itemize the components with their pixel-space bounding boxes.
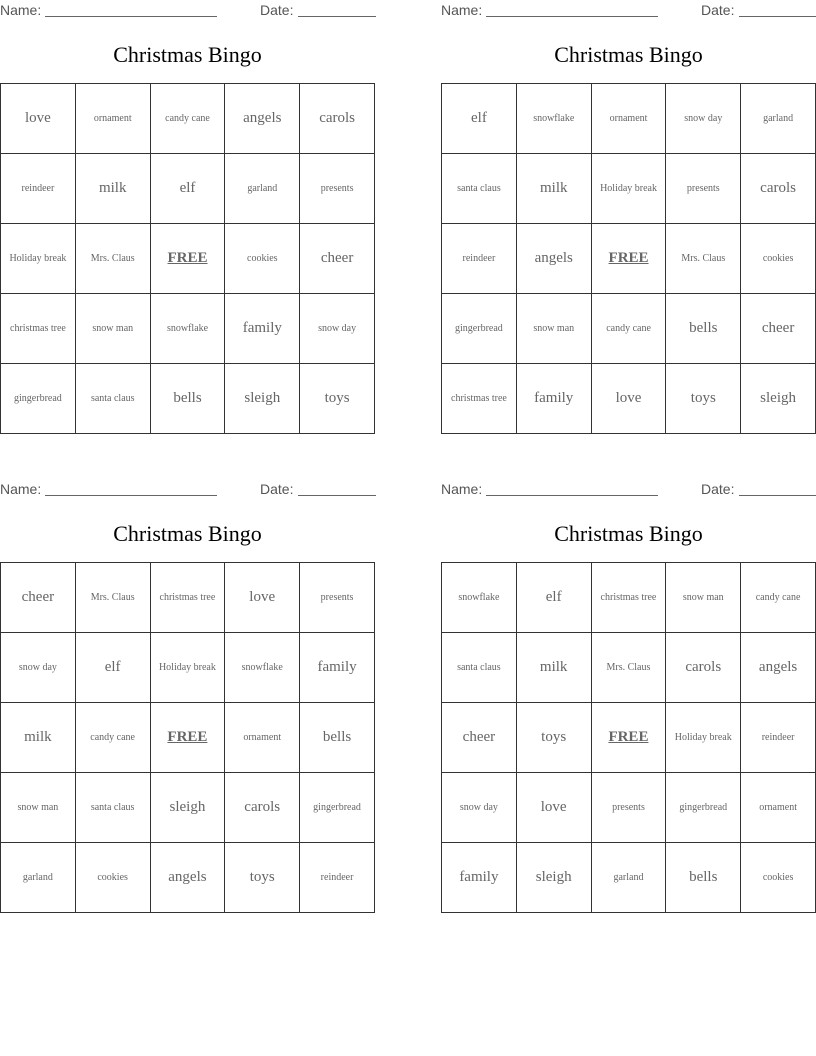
bingo-square[interactable]: candy cane bbox=[741, 563, 816, 633]
bingo-square[interactable]: garland bbox=[1, 843, 76, 913]
bingo-square[interactable]: cookies bbox=[741, 843, 816, 913]
bingo-grid bbox=[0, 562, 375, 913]
bingo-square[interactable]: milk bbox=[1, 703, 76, 773]
bingo-square[interactable]: Mrs. Claus bbox=[75, 224, 150, 294]
bingo-square[interactable]: bells bbox=[666, 843, 741, 913]
date-blank-line[interactable] bbox=[739, 16, 816, 17]
date-label: Date: bbox=[701, 481, 735, 497]
bingo-square[interactable]: snow man bbox=[75, 294, 150, 364]
bingo-square[interactable]: presents bbox=[591, 773, 666, 843]
bingo-square[interactable]: sleigh bbox=[150, 773, 225, 843]
bingo-square[interactable]: Holiday break bbox=[1, 224, 76, 294]
bingo-square[interactable]: love bbox=[516, 773, 591, 843]
bingo-square[interactable]: snow day bbox=[300, 294, 375, 364]
free-space[interactable]: FREE bbox=[150, 703, 225, 773]
bingo-row bbox=[442, 224, 816, 294]
bingo-square[interactable]: love bbox=[225, 563, 300, 633]
bingo-square[interactable]: snow man bbox=[666, 563, 741, 633]
bingo-square[interactable]: presents bbox=[300, 154, 375, 224]
bingo-square[interactable]: family bbox=[225, 294, 300, 364]
bingo-row bbox=[1, 703, 375, 773]
bingo-square[interactable]: candy cane bbox=[591, 294, 666, 364]
bingo-row bbox=[442, 563, 816, 633]
bingo-square[interactable]: sleigh bbox=[516, 843, 591, 913]
bingo-square[interactable]: ornament bbox=[591, 84, 666, 154]
date-blank-line[interactable] bbox=[298, 495, 376, 496]
bingo-square[interactable]: reindeer bbox=[300, 843, 375, 913]
name-date-row bbox=[441, 479, 816, 501]
bingo-square[interactable]: family bbox=[300, 633, 375, 703]
bingo-square[interactable]: sleigh bbox=[225, 364, 300, 434]
bingo-square[interactable]: Mrs. Claus bbox=[666, 224, 741, 294]
bingo-row bbox=[442, 633, 816, 703]
date-blank-line[interactable] bbox=[298, 16, 376, 17]
bingo-square[interactable]: snowflake bbox=[225, 633, 300, 703]
bingo-row bbox=[442, 84, 816, 154]
bingo-square[interactable]: snow day bbox=[442, 773, 517, 843]
bingo-square[interactable]: ornament bbox=[75, 84, 150, 154]
bingo-square[interactable]: milk bbox=[516, 633, 591, 703]
name-date-row bbox=[0, 0, 375, 22]
bingo-square[interactable]: gingerbread bbox=[1, 364, 76, 434]
bingo-square[interactable]: love bbox=[591, 364, 666, 434]
bingo-square[interactable]: christmas tree bbox=[150, 563, 225, 633]
date-blank-line[interactable] bbox=[739, 495, 816, 496]
bingo-square[interactable]: carols bbox=[741, 154, 816, 224]
bingo-square[interactable]: bells bbox=[150, 364, 225, 434]
bingo-square[interactable]: angels bbox=[150, 843, 225, 913]
bingo-square[interactable]: snow day bbox=[666, 84, 741, 154]
bingo-row bbox=[1, 773, 375, 843]
bingo-row bbox=[442, 843, 816, 913]
bingo-square[interactable]: gingerbread bbox=[666, 773, 741, 843]
bingo-square[interactable]: cookies bbox=[741, 224, 816, 294]
bingo-row bbox=[442, 294, 816, 364]
free-space[interactable]: FREE bbox=[150, 224, 225, 294]
bingo-square[interactable]: love bbox=[1, 84, 76, 154]
bingo-square[interactable]: milk bbox=[516, 154, 591, 224]
bingo-square[interactable]: garland bbox=[741, 84, 816, 154]
bingo-square[interactable]: christmas tree bbox=[1, 294, 76, 364]
bingo-square[interactable]: elf bbox=[150, 154, 225, 224]
bingo-square[interactable]: Mrs. Claus bbox=[75, 563, 150, 633]
name-blank-line[interactable] bbox=[486, 495, 658, 496]
bingo-square[interactable]: candy cane bbox=[150, 84, 225, 154]
bingo-square[interactable]: garland bbox=[225, 154, 300, 224]
bingo-square[interactable]: gingerbread bbox=[442, 294, 517, 364]
bingo-square[interactable]: Holiday break bbox=[591, 154, 666, 224]
bingo-square[interactable]: reindeer bbox=[442, 224, 517, 294]
free-space[interactable]: FREE bbox=[591, 224, 666, 294]
bingo-row bbox=[1, 294, 375, 364]
bingo-square[interactable]: angels bbox=[741, 633, 816, 703]
bingo-square[interactable]: snowflake bbox=[516, 84, 591, 154]
bingo-row bbox=[1, 84, 375, 154]
bingo-square[interactable]: snowflake bbox=[442, 563, 517, 633]
bingo-square[interactable]: reindeer bbox=[1, 154, 76, 224]
bingo-square[interactable]: angels bbox=[225, 84, 300, 154]
name-blank-line[interactable] bbox=[486, 16, 658, 17]
bingo-square[interactable]: toys bbox=[300, 364, 375, 434]
bingo-square[interactable]: ornament bbox=[225, 703, 300, 773]
bingo-square[interactable]: Holiday break bbox=[666, 703, 741, 773]
bingo-square[interactable]: candy cane bbox=[75, 703, 150, 773]
bingo-row bbox=[442, 773, 816, 843]
bingo-square[interactable]: cheer bbox=[741, 294, 816, 364]
card-title: Christmas Bingo bbox=[113, 42, 262, 67]
bingo-row bbox=[1, 364, 375, 434]
bingo-square[interactable]: santa claus bbox=[442, 154, 517, 224]
bingo-square[interactable]: santa claus bbox=[75, 364, 150, 434]
bingo-square[interactable]: Holiday break bbox=[150, 633, 225, 703]
bingo-square[interactable]: toys bbox=[516, 703, 591, 773]
bingo-square[interactable]: elf bbox=[75, 633, 150, 703]
bingo-grid bbox=[0, 83, 375, 434]
name-label: Name: bbox=[0, 481, 42, 497]
bingo-square[interactable]: milk bbox=[75, 154, 150, 224]
bingo-square[interactable]: santa claus bbox=[75, 773, 150, 843]
bingo-row bbox=[1, 224, 375, 294]
bingo-square[interactable]: family bbox=[442, 843, 517, 913]
name-blank-line[interactable] bbox=[45, 16, 217, 17]
bingo-row bbox=[1, 633, 375, 703]
bingo-row bbox=[442, 154, 816, 224]
bingo-square[interactable]: ornament bbox=[741, 773, 816, 843]
date-label: Date: bbox=[260, 2, 294, 18]
bingo-grid bbox=[441, 562, 816, 913]
bingo-square[interactable]: angels bbox=[516, 224, 591, 294]
bingo-square[interactable]: snowflake bbox=[150, 294, 225, 364]
bingo-square[interactable]: reindeer bbox=[741, 703, 816, 773]
bingo-row bbox=[442, 364, 816, 434]
bingo-row bbox=[1, 154, 375, 224]
name-blank-line[interactable] bbox=[45, 495, 217, 496]
bingo-square[interactable]: sleigh bbox=[741, 364, 816, 434]
bingo-square[interactable]: carols bbox=[225, 773, 300, 843]
bingo-square[interactable]: christmas tree bbox=[591, 563, 666, 633]
card-title: Christmas Bingo bbox=[554, 521, 703, 546]
bingo-square[interactable]: garland bbox=[591, 843, 666, 913]
bingo-square[interactable]: cookies bbox=[75, 843, 150, 913]
bingo-square[interactable]: snow day bbox=[1, 633, 76, 703]
name-date-row bbox=[0, 479, 375, 501]
bingo-square[interactable]: cheer bbox=[1, 563, 76, 633]
bingo-square[interactable]: christmas tree bbox=[442, 364, 517, 434]
bingo-square[interactable]: carols bbox=[666, 633, 741, 703]
name-label: Name: bbox=[441, 481, 483, 497]
bingo-square[interactable]: bells bbox=[666, 294, 741, 364]
bingo-square[interactable]: gingerbread bbox=[300, 773, 375, 843]
date-label: Date: bbox=[260, 481, 294, 497]
bingo-square[interactable]: snow man bbox=[516, 294, 591, 364]
bingo-grid bbox=[441, 83, 816, 434]
name-label: Name: bbox=[0, 2, 42, 18]
bingo-row bbox=[1, 563, 375, 633]
bingo-square[interactable]: family bbox=[516, 364, 591, 434]
free-space[interactable]: FREE bbox=[591, 703, 666, 773]
date-label: Date: bbox=[701, 2, 735, 18]
bingo-row bbox=[1, 843, 375, 913]
bingo-square[interactable]: bells bbox=[300, 703, 375, 773]
bingo-square[interactable]: carols bbox=[300, 84, 375, 154]
bingo-square[interactable]: cookies bbox=[225, 224, 300, 294]
bingo-square[interactable]: cheer bbox=[442, 703, 517, 773]
bingo-square[interactable]: presents bbox=[300, 563, 375, 633]
bingo-row bbox=[442, 703, 816, 773]
bingo-square[interactable]: toys bbox=[225, 843, 300, 913]
bingo-square[interactable]: Mrs. Claus bbox=[591, 633, 666, 703]
bingo-square[interactable]: toys bbox=[666, 364, 741, 434]
name-label: Name: bbox=[441, 2, 483, 18]
name-date-row bbox=[441, 0, 816, 22]
bingo-square[interactable]: elf bbox=[516, 563, 591, 633]
bingo-square[interactable]: snow man bbox=[1, 773, 76, 843]
bingo-square[interactable]: elf bbox=[442, 84, 517, 154]
bingo-square[interactable]: santa claus bbox=[442, 633, 517, 703]
bingo-square[interactable]: cheer bbox=[300, 224, 375, 294]
card-title: Christmas Bingo bbox=[113, 521, 262, 546]
card-title: Christmas Bingo bbox=[554, 42, 703, 67]
bingo-square[interactable]: presents bbox=[666, 154, 741, 224]
